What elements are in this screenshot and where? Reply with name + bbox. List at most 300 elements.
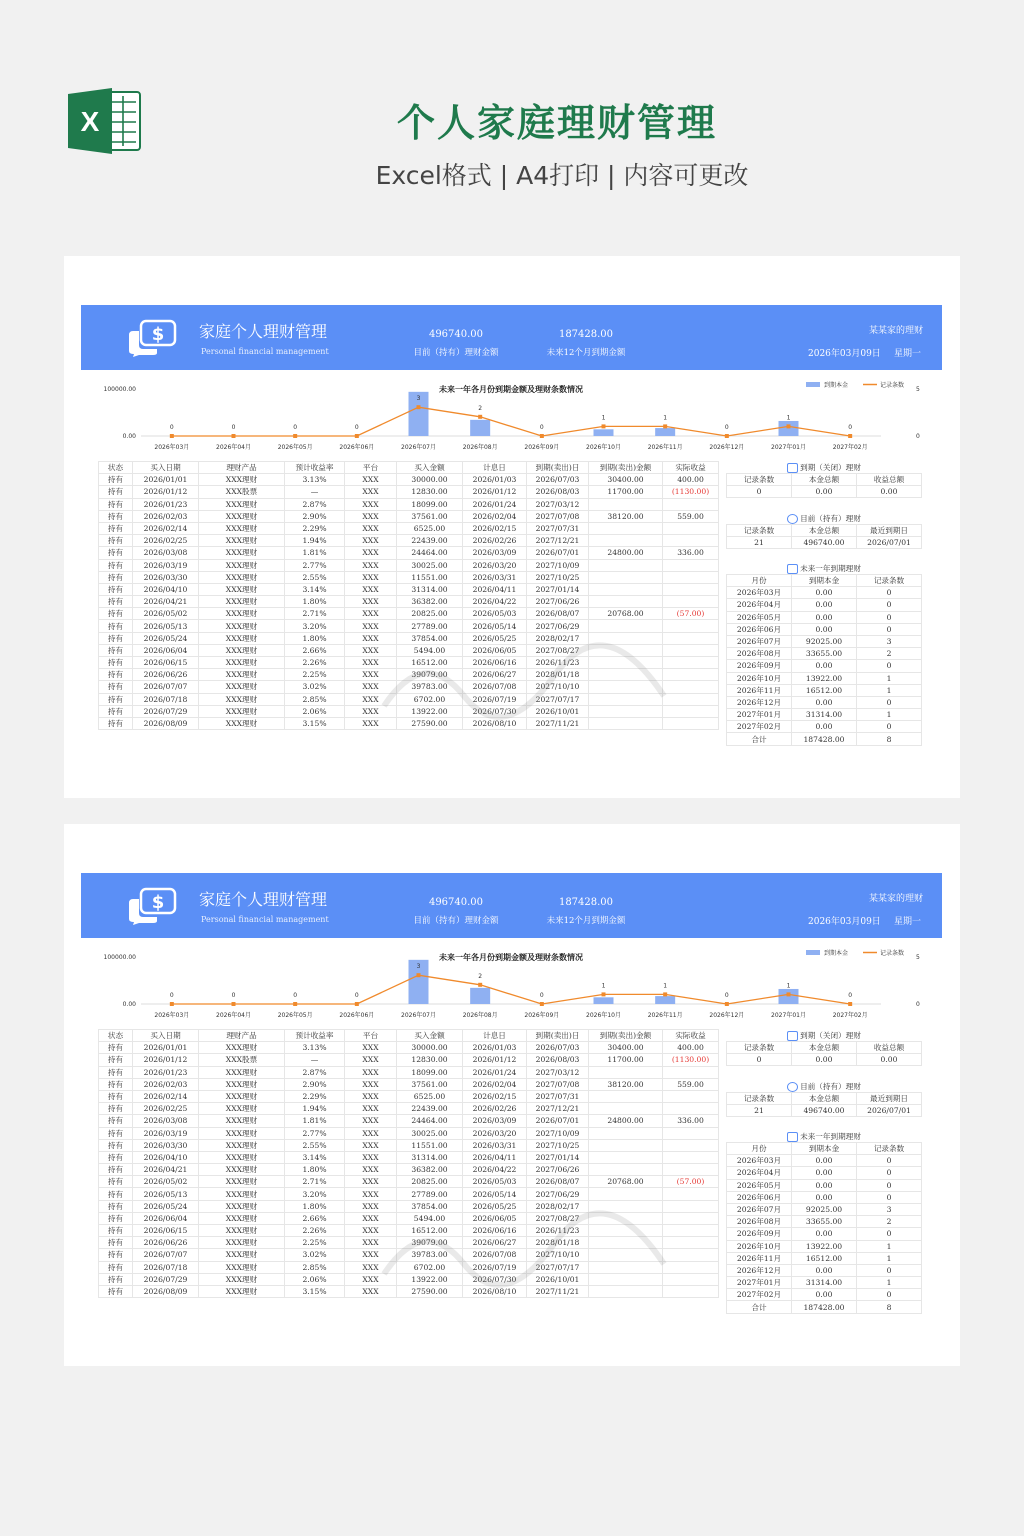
table-cell: XXX <box>345 1261 397 1273</box>
table-cell: 2027/07/17 <box>527 693 589 705</box>
future-cell: 2 <box>857 1216 922 1228</box>
future-header: 记录条数 <box>857 575 922 587</box>
table-cell: 2026/03/08 <box>133 547 199 559</box>
future-cell: 0.00 <box>792 660 857 672</box>
dashboard-banner <box>81 305 942 370</box>
table-cell: 2.71% <box>285 1176 345 1188</box>
future-row <box>727 611 922 623</box>
count-point <box>540 434 544 438</box>
table-cell: 2026/01/01 <box>133 474 199 486</box>
table-cell: 2.90% <box>285 510 345 522</box>
table-cell: XXX <box>345 1164 397 1176</box>
holding-box-title: 目前（持有）理财 <box>800 1081 861 1091</box>
line-data-label: 3 <box>416 963 421 971</box>
table-cell: 2026/01/24 <box>463 1066 527 1078</box>
summary-header: 本金总额 <box>792 525 857 537</box>
x-tick-label: 2026年12月 <box>709 1012 745 1019</box>
table-row <box>99 1054 719 1066</box>
table-cell: 30025.00 <box>397 1127 463 1139</box>
table-cell: XXX理财 <box>199 1139 285 1151</box>
family-name: 某某家的理财 <box>868 326 923 336</box>
count-point <box>417 973 421 977</box>
x-tick-label: 2026年07月 <box>401 444 436 451</box>
table-cell: 24464.00 <box>397 1115 463 1127</box>
column-header: 理财产品 <box>199 462 285 474</box>
future-cell: 2026年10月 <box>727 672 792 684</box>
count-point <box>663 424 667 428</box>
future-row <box>727 1252 922 1264</box>
table-row <box>99 1139 719 1151</box>
chart-bar <box>470 420 490 436</box>
table-cell: 2.66% <box>285 1212 345 1224</box>
table-row <box>99 474 719 486</box>
svg-text:X: X <box>80 106 100 137</box>
table-cell: 2026/04/10 <box>133 583 199 595</box>
table-cell: 3.13% <box>285 474 345 486</box>
future-cell: 0 <box>857 1264 922 1276</box>
future-cell: 2026年07月 <box>727 635 792 647</box>
x-tick-label: 2026年03月 <box>154 444 190 451</box>
future-cell: 0 <box>857 1179 922 1191</box>
y-left-max-label: 100000.00 <box>103 954 136 961</box>
table-cell: XXX <box>345 559 397 571</box>
table-cell: 2027/07/31 <box>527 522 589 534</box>
line-data-label: 1 <box>786 414 791 422</box>
future-cell: 2027年01月 <box>727 1277 792 1289</box>
table-cell: XXX理财 <box>199 1176 285 1188</box>
table-cell: 400.00 <box>663 474 719 486</box>
table-cell: 2026/06/04 <box>133 1212 199 1224</box>
table-cell: 持有 <box>99 571 133 583</box>
table-cell: XXX理财 <box>199 644 285 656</box>
legend-bar-label: 到期本金 <box>824 950 849 957</box>
future-cell: 3 <box>857 635 922 647</box>
table-cell: 2026/08/09 <box>133 717 199 729</box>
table-cell: XXX <box>345 547 397 559</box>
table-cell: 37854.00 <box>397 632 463 644</box>
table-cell: 2026/04/22 <box>463 596 527 608</box>
table-cell: 11551.00 <box>397 1139 463 1151</box>
table-cell: 3.15% <box>285 1285 345 1297</box>
future-row <box>727 1216 922 1228</box>
table-cell: 2026/04/22 <box>463 1164 527 1176</box>
line-data-label: 0 <box>293 424 298 431</box>
x-tick-label: 2026年06月 <box>339 1012 375 1019</box>
table-cell: 2.66% <box>285 644 345 656</box>
count-point <box>848 1002 852 1006</box>
table-cell: 3.15% <box>285 717 345 729</box>
count-point <box>355 434 359 438</box>
table-cell: 16512.00 <box>397 1225 463 1237</box>
table-cell: 2026/07/19 <box>463 1261 527 1273</box>
table-cell <box>589 1188 663 1200</box>
table-cell: 2026/10/01 <box>527 1273 589 1285</box>
table-cell <box>663 559 719 571</box>
future-cell: 0.00 <box>792 1289 857 1301</box>
table-cell <box>663 1103 719 1115</box>
table-cell: XXX理财 <box>199 1212 285 1224</box>
x-tick-label: 2026年03月 <box>154 1012 190 1019</box>
table-cell: 2026/07/08 <box>463 681 527 693</box>
future-due-box <box>726 1130 922 1314</box>
future-cell: 0 <box>857 696 922 708</box>
table-cell: 13922.00 <box>397 1273 463 1285</box>
table-cell: 2026/07/30 <box>463 1273 527 1285</box>
table-cell: 持有 <box>99 693 133 705</box>
table-cell <box>663 1164 719 1176</box>
chart-bar <box>779 421 799 436</box>
table-cell: 2027/08/27 <box>527 644 589 656</box>
table-cell <box>589 535 663 547</box>
table-cell: 2026/05/13 <box>133 1188 199 1200</box>
table-cell: 20768.00 <box>589 1176 663 1188</box>
future-row <box>727 1228 922 1240</box>
table-cell: 持有 <box>99 596 133 608</box>
table-cell: 2026/07/18 <box>133 1261 199 1273</box>
table-cell: 38120.00 <box>589 510 663 522</box>
table-cell: 2026/04/21 <box>133 596 199 608</box>
table-cell: 30025.00 <box>397 559 463 571</box>
table-cell <box>663 522 719 534</box>
table-cell: 2026/02/03 <box>133 1078 199 1090</box>
table-cell: 2027/10/09 <box>527 1127 589 1139</box>
table-cell <box>589 559 663 571</box>
future-total-row <box>727 1301 922 1313</box>
table-cell: 持有 <box>99 1042 133 1054</box>
table-cell: XXX <box>345 1054 397 1066</box>
x-tick-label: 2026年04月 <box>216 1012 251 1019</box>
table-cell: 2026/03/20 <box>463 559 527 571</box>
svg-text:$: $ <box>151 324 165 345</box>
table-cell <box>589 522 663 534</box>
table-cell: 持有 <box>99 510 133 522</box>
column-header: 买入金额 <box>397 462 463 474</box>
table-cell: 24800.00 <box>589 1115 663 1127</box>
table-cell <box>663 1139 719 1151</box>
table-cell: 2026/05/24 <box>133 632 199 644</box>
chart-bar <box>779 989 799 1004</box>
table-cell: XXX理财 <box>199 608 285 620</box>
table-row <box>99 608 719 620</box>
future-total-cell: 187428.00 <box>792 733 857 745</box>
table-cell: (1130.00) <box>663 486 719 498</box>
table-cell: 1.80% <box>285 1200 345 1212</box>
table-cell: XXX理财 <box>199 1151 285 1163</box>
table-cell: XXX <box>345 535 397 547</box>
future-cell: 2026年11月 <box>727 684 792 696</box>
line-data-label: 0 <box>169 424 174 431</box>
watermark <box>364 636 684 726</box>
table-cell: 2027/06/26 <box>527 1164 589 1176</box>
table-cell: 30400.00 <box>589 474 663 486</box>
table-cell: 37854.00 <box>397 1200 463 1212</box>
table-cell: XXX理财 <box>199 657 285 669</box>
table-cell: XXX <box>345 583 397 595</box>
table-cell: 2026/02/14 <box>133 522 199 534</box>
future-row <box>727 672 922 684</box>
future-row <box>727 1179 922 1191</box>
line-data-label: 0 <box>539 424 544 431</box>
column-header: 状态 <box>99 462 133 474</box>
legend-bar-swatch <box>806 382 820 387</box>
table-cell: 持有 <box>99 1103 133 1115</box>
table-cell: 2027/03/12 <box>527 1066 589 1078</box>
table-cell: 2026/04/21 <box>133 1164 199 1176</box>
future-row <box>727 1155 922 1167</box>
table-cell: 持有 <box>99 547 133 559</box>
table-cell: 2026/08/10 <box>463 1285 527 1297</box>
chart-icon <box>787 463 798 473</box>
future-cell: 0.00 <box>792 1155 857 1167</box>
table-cell: (57.00) <box>663 608 719 620</box>
table-cell: XXX <box>345 571 397 583</box>
future-cell: 1 <box>857 1277 922 1289</box>
chart-bar <box>594 429 614 436</box>
table-cell: 2.25% <box>285 1237 345 1249</box>
line-data-label: 0 <box>539 992 544 999</box>
table-cell: XXX理财 <box>199 705 285 717</box>
summary-value: 2026/07/01 <box>857 1105 922 1117</box>
table-cell: 36382.00 <box>397 1164 463 1176</box>
table-cell: 2027/10/25 <box>527 1139 589 1151</box>
future-header: 月份 <box>727 575 792 587</box>
table-row <box>99 1090 719 1102</box>
table-cell: 持有 <box>99 1176 133 1188</box>
table-cell: 18099.00 <box>397 1066 463 1078</box>
summary-header: 记录条数 <box>727 1093 792 1105</box>
table-cell: 1.81% <box>285 1115 345 1127</box>
table-cell: 2027/10/25 <box>527 571 589 583</box>
count-point <box>293 1002 297 1006</box>
table-cell: XXX理财 <box>199 693 285 705</box>
table-cell: 2026/05/03 <box>463 608 527 620</box>
table-cell: 559.00 <box>663 510 719 522</box>
table-cell: XXX <box>345 608 397 620</box>
table-cell: XXX <box>345 1188 397 1200</box>
summary-header: 记录条数 <box>727 1042 792 1054</box>
holding-amount: 496740.00 <box>428 329 484 340</box>
table-cell: 2.26% <box>285 1225 345 1237</box>
chart-icon <box>787 1031 798 1041</box>
line-data-label: 0 <box>354 424 359 431</box>
x-tick-label: 2027年01月 <box>771 1012 806 1019</box>
picture-icon <box>787 1132 798 1142</box>
table-cell: XXX <box>345 1127 397 1139</box>
monthly-due-chart <box>81 946 942 1026</box>
table-cell: 2.55% <box>285 571 345 583</box>
table-cell: 2026/03/30 <box>133 1139 199 1151</box>
line-data-label: 1 <box>786 982 791 990</box>
table-cell: 2.77% <box>285 1127 345 1139</box>
future-cell: 1 <box>857 672 922 684</box>
summary-value: 0 <box>727 486 792 498</box>
future-cell: 2026年12月 <box>727 696 792 708</box>
future-row <box>727 709 922 721</box>
future-total-cell: 合计 <box>727 733 792 745</box>
table-cell: 持有 <box>99 1212 133 1224</box>
table-cell: 2026/07/30 <box>463 705 527 717</box>
table-cell: XXX <box>345 705 397 717</box>
table-cell: XXX理财 <box>199 559 285 571</box>
table-cell: XXX理财 <box>199 571 285 583</box>
table-cell: XXX <box>345 717 397 729</box>
table-cell: XXX理财 <box>199 669 285 681</box>
holding-summary-box <box>726 1080 922 1117</box>
table-cell <box>663 1066 719 1078</box>
table-cell: 持有 <box>99 1164 133 1176</box>
table-row <box>99 535 719 547</box>
summary-header: 记录条数 <box>727 474 792 486</box>
target-icon <box>787 514 798 524</box>
table-cell: 37561.00 <box>397 1078 463 1090</box>
table-cell: 持有 <box>99 1054 133 1066</box>
summary-header: 最近到期日 <box>857 525 922 537</box>
future-cell: 2026年06月 <box>727 1191 792 1203</box>
column-header: 买入日期 <box>133 462 199 474</box>
summary-value: 2026/07/01 <box>857 537 922 549</box>
table-row <box>99 1164 719 1176</box>
table-cell: 2026/07/03 <box>527 1042 589 1054</box>
table-cell: 2026/01/03 <box>463 1042 527 1054</box>
table-cell: 持有 <box>99 608 133 620</box>
table-row <box>99 498 719 510</box>
future-cell: 0.00 <box>792 1228 857 1240</box>
table-cell: 2028/02/17 <box>527 1200 589 1212</box>
legend-line-label: 记录条数 <box>880 950 905 957</box>
due12-label: 未来12个月到期金额 <box>546 916 626 926</box>
table-cell: 2026/03/20 <box>463 1127 527 1139</box>
table-cell: 1.94% <box>285 535 345 547</box>
future-cell: 2 <box>857 648 922 660</box>
x-tick-label: 2026年12月 <box>709 444 745 451</box>
table-cell <box>663 1151 719 1163</box>
future-cell: 1 <box>857 684 922 696</box>
table-cell: 24464.00 <box>397 547 463 559</box>
table-row <box>99 583 719 595</box>
future-total-cell: 8 <box>857 733 922 745</box>
future-row <box>727 623 922 635</box>
table-cell: 2026/07/29 <box>133 705 199 717</box>
table-cell: 持有 <box>99 1285 133 1297</box>
table-cell: 2026/07/07 <box>133 681 199 693</box>
table-cell: XXX理财 <box>199 632 285 644</box>
table-cell: 30000.00 <box>397 474 463 486</box>
future-row <box>727 1264 922 1276</box>
future-cell: 0.00 <box>792 1167 857 1179</box>
table-cell: 336.00 <box>663 1115 719 1127</box>
count-point <box>540 1002 544 1006</box>
future-row <box>727 1240 922 1252</box>
future-header: 月份 <box>727 1143 792 1155</box>
future-cell: 0 <box>857 1167 922 1179</box>
current-weekday: 星期一 <box>894 917 922 927</box>
table-cell: 2026/02/25 <box>133 1103 199 1115</box>
table-cell: 2026/08/10 <box>463 717 527 729</box>
table-cell: 持有 <box>99 1188 133 1200</box>
table-cell: XXX理财 <box>199 583 285 595</box>
table-cell: XXX理财 <box>199 498 285 510</box>
table-cell: — <box>285 486 345 498</box>
table-cell <box>589 1164 663 1176</box>
future-cell: 0.00 <box>792 611 857 623</box>
closed-box-title: 到期（关闭）理财 <box>800 1030 861 1040</box>
column-header: 计息日 <box>463 1030 527 1042</box>
table-cell: XXX <box>345 1042 397 1054</box>
future-total-cell: 合计 <box>727 1301 792 1313</box>
table-cell <box>663 1127 719 1139</box>
table-cell: 2027/12/21 <box>527 535 589 547</box>
line-data-label: 0 <box>724 992 729 999</box>
table-cell: 27590.00 <box>397 1285 463 1297</box>
table-cell: 持有 <box>99 681 133 693</box>
sheet-preview-1 <box>64 256 960 798</box>
due12-label: 未来12个月到期金额 <box>546 348 626 358</box>
table-cell: 持有 <box>99 535 133 547</box>
table-cell: 2026/01/03 <box>463 474 527 486</box>
future-total-row <box>727 733 922 745</box>
count-point <box>602 992 606 996</box>
y-left-min-label: 0.00 <box>122 1001 136 1008</box>
future-cell: 0.00 <box>792 721 857 733</box>
column-header: 到期(卖出)日 <box>527 462 589 474</box>
table-cell: XXX <box>345 1200 397 1212</box>
money-chat-icon <box>127 319 179 357</box>
column-header: 预计收益率 <box>285 1030 345 1042</box>
table-row <box>99 1103 719 1115</box>
table-cell: 39079.00 <box>397 669 463 681</box>
table-cell: 2026/03/30 <box>133 571 199 583</box>
future-cell: 0.00 <box>792 1264 857 1276</box>
table-cell: 持有 <box>99 1066 133 1078</box>
table-cell: XXX <box>345 1249 397 1261</box>
table-cell: 2027/07/31 <box>527 1090 589 1102</box>
future-row <box>727 648 922 660</box>
table-cell <box>589 620 663 632</box>
table-cell <box>589 596 663 608</box>
count-point <box>848 434 852 438</box>
chart-title: 未来一年各月份到期金额及理财条数情况 <box>439 385 583 394</box>
line-data-label: 1 <box>663 982 668 990</box>
table-cell: XXX理财 <box>199 1273 285 1285</box>
table-cell: XXX理财 <box>199 1237 285 1249</box>
table-cell: 31314.00 <box>397 1151 463 1163</box>
table-cell <box>589 1103 663 1115</box>
legend-bar-swatch <box>806 950 820 955</box>
table-cell: 2026/02/26 <box>463 535 527 547</box>
sheet-preview-2 <box>64 824 960 1366</box>
table-cell: 2.55% <box>285 1139 345 1151</box>
holding-label: 目前（持有）理财金额 <box>413 348 499 358</box>
table-cell <box>589 583 663 595</box>
summary-header: 本金总额 <box>792 1042 857 1054</box>
table-cell: 2026/02/14 <box>133 1090 199 1102</box>
table-cell: XXX <box>345 1237 397 1249</box>
table-cell: XXX理财 <box>199 474 285 486</box>
table-cell: 2026/06/05 <box>463 1212 527 1224</box>
line-data-label: 1 <box>601 414 606 422</box>
future-cell: 0 <box>857 599 922 611</box>
table-cell: 3.02% <box>285 681 345 693</box>
summary-value: 0.00 <box>857 1054 922 1066</box>
future-cell: 33655.00 <box>792 1216 857 1228</box>
y-right-min-label: 0 <box>916 433 920 440</box>
table-cell: 2028/02/17 <box>527 632 589 644</box>
future-header: 到期本金 <box>792 1143 857 1155</box>
table-cell: 6525.00 <box>397 522 463 534</box>
table-cell: 2026/11/23 <box>527 1225 589 1237</box>
future-cell: 0.00 <box>792 696 857 708</box>
table-cell: 2026/01/12 <box>463 1054 527 1066</box>
